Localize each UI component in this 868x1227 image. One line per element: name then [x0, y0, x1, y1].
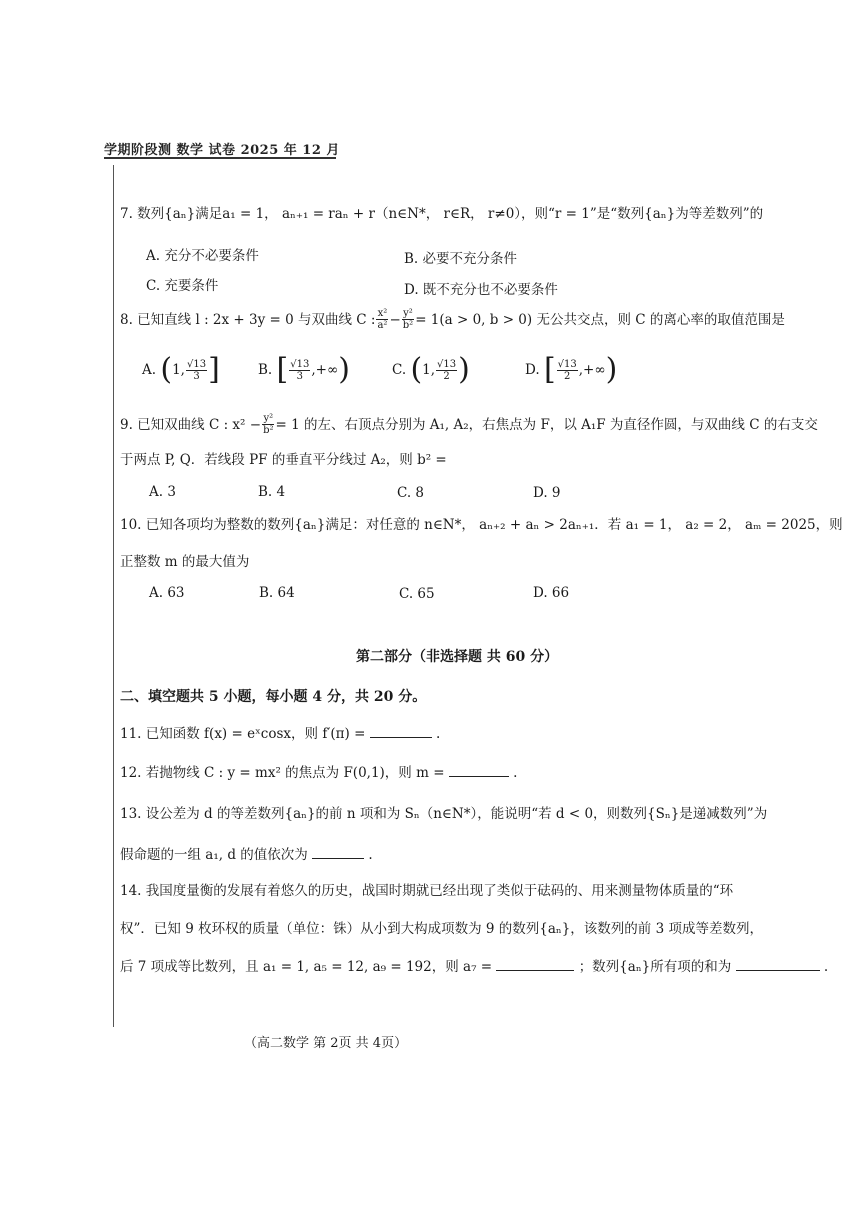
q14-line2: 权”．已知 9 枚环权的质量（单位：铢）从小到大构成项数为 9 的数列{aₙ}，该数列的前 3 项成等差数列，	[120, 921, 763, 937]
q11-suffix: .	[436, 726, 441, 742]
q8-minus: −	[389, 311, 401, 328]
q13-line2	[120, 846, 373, 864]
q12-prefix: 12. 若抛物线 C : y = mx² 的焦点为 F(0,1)，则 m =	[120, 765, 445, 781]
q8-d-close: )	[605, 352, 618, 387]
q8-b-open: [	[276, 352, 289, 387]
q10-stem-line1: 10. 已知各项均为整数的数列{aₙ}满足：对任意的 n∈N*， aₙ₊₂ + aₙ > 2aₙ₊₁．若 a₁ = 1， a₂ = 2， aₘ = 2025，则	[120, 517, 843, 533]
q14-line3	[120, 958, 828, 976]
q11-prefix: 11. 已知函数 f(x) = eˣcosx，则 f′(π) =	[120, 726, 366, 742]
q13-answer-blank[interactable]	[312, 846, 364, 859]
q8-a-close: ]	[208, 352, 220, 387]
q12	[120, 764, 517, 782]
q7-option-a: A. 充分不必要条件	[146, 248, 259, 264]
q10-option-c: C. 65	[399, 586, 435, 602]
q8-d-den: 2	[564, 370, 571, 382]
q8-c-close: )	[458, 352, 470, 387]
q8-stem-suffix: = 1(a > 0, b > 0) 无公共交点，则 C 的离心率的取值范围是	[415, 311, 785, 328]
q8-a-num: √13	[186, 358, 207, 370]
q14-line3-mid: ；数列{aₙ}所有项的和为	[578, 959, 732, 975]
q14-line3-prefix: 后 7 项成等比数列，且 a₁ = 1, a₅ = 12, a₉ = 192，则 a₇ =	[120, 959, 493, 975]
q8-a-open: (	[160, 352, 173, 387]
q8-option-d	[525, 352, 618, 387]
q9-line1-suffix: = 1 的左、右顶点分别为 A₁, A₂，右焦点为 F，以 A₁F 为直径作圆，与双曲线 C 的右支交	[275, 416, 818, 433]
q9-option-c: C. 8	[397, 485, 425, 501]
q11	[120, 725, 440, 743]
q8-b-num: √13	[290, 358, 310, 370]
q8-c-open: (	[410, 352, 423, 387]
q8-a-den: 3	[193, 370, 200, 382]
header-rule	[104, 157, 336, 159]
q10-option-b: B. 64	[259, 585, 295, 601]
q8-option-c	[392, 352, 470, 387]
page-footer: （高二数学 第 2页 共 4页）	[244, 1036, 408, 1051]
q8-b-den: 3	[296, 370, 303, 382]
q8-a-fraction	[186, 359, 207, 382]
q9-frac-den: b²	[263, 425, 274, 436]
q8-stem-prefix: 8. 已知直线 l : 2x + 3y = 0 与双曲线 C :	[120, 311, 376, 328]
q8-frac-y-num: y²	[403, 308, 413, 319]
q9-fraction	[262, 413, 274, 436]
q12-suffix: .	[513, 765, 518, 781]
q9-option-d: D. 9	[533, 485, 561, 501]
q7-option-d: D. 既不充分也不必要条件	[404, 282, 558, 298]
q8-b-close: )	[338, 352, 350, 387]
q8-fraction-x	[376, 308, 388, 331]
q8-b-label: B.	[258, 362, 273, 378]
q8-stem	[120, 308, 785, 331]
q8-d-label: D.	[525, 362, 540, 378]
q13-line2-suffix: .	[368, 847, 373, 863]
q10-stem-line2: 正整数 m 的最大值为	[120, 554, 250, 570]
q13-line2-prefix: 假命题的一组 a₁, d 的值依次为	[120, 847, 308, 863]
q8-c-label: C.	[392, 362, 407, 378]
q8-frac-x-num: x²	[377, 308, 388, 319]
q8-b-hi: ,+∞	[311, 362, 339, 378]
q8-d-fraction	[557, 359, 578, 382]
q8-a-label: A.	[142, 362, 157, 378]
q8-c-lo: 1,	[422, 362, 436, 378]
q8-d-hi: ,+∞	[578, 362, 606, 378]
section2-title: 二、填空题共 5 小题，每小题 4 分，共 20 分。	[120, 689, 427, 705]
q9-line1-prefix: 9. 已知双曲线 C : x² −	[120, 416, 262, 433]
q14-answer-blank-sum[interactable]	[736, 958, 820, 971]
q8-frac-x-den: a²	[377, 320, 388, 331]
q9-frac-num: y²	[263, 413, 274, 424]
q14-answer-blank-a7[interactable]	[496, 958, 574, 971]
page-header: 学期阶段测 数学 试卷 2025 年 12 月	[104, 143, 340, 158]
q7-stem: 7. 数列{aₙ}满足a₁ = 1， aₙ₊₁ = raₙ + r（n∈N*， r∈R， r≠0），则“r = 1”是“数列{aₙ}为等差数列”的	[120, 206, 764, 222]
q8-d-open: [	[543, 352, 556, 387]
q8-option-b	[258, 352, 350, 387]
q7-option-c: C. 充要条件	[146, 278, 219, 294]
q8-fraction-y	[402, 308, 414, 331]
part2-title: 第二部分（非选择题 共 60 分）	[356, 649, 559, 665]
q9-option-a: A. 3	[149, 484, 176, 500]
margin-line	[113, 165, 114, 1027]
q9-option-b: B. 4	[258, 484, 286, 500]
q13-line1: 13. 设公差为 d 的等差数列{aₙ}的前 n 项和为 Sₙ（n∈N*），能说明“若 d < 0，则数列{Sₙ}是递减数列”为	[120, 806, 768, 822]
q8-b-fraction	[289, 359, 310, 382]
q8-d-num: √13	[557, 358, 577, 370]
q8-option-a	[142, 352, 220, 387]
q8-frac-y-den: b²	[402, 320, 414, 331]
q12-answer-blank[interactable]	[449, 764, 509, 777]
q10-option-a: A. 63	[149, 585, 185, 601]
q7-option-b: B. 必要不充分条件	[404, 251, 518, 267]
q11-answer-blank[interactable]	[370, 725, 432, 738]
q9-stem-line1	[120, 413, 818, 436]
q14-line3-suffix: .	[823, 959, 829, 975]
q14-line1: 14. 我国度量衡的发展有着悠久的历史，战国时期就已经出现了类似于砝码的、用来测量物体质量的“环	[120, 883, 734, 899]
q9-stem-line2: 于两点 P, Q．若线段 PF 的垂直平分线过 A₂，则 b² =	[120, 452, 447, 468]
q10-option-d: D. 66	[533, 585, 570, 601]
q8-a-lo: 1,	[172, 362, 185, 378]
q8-c-fraction	[436, 359, 457, 382]
q8-c-num: √13	[437, 358, 457, 370]
q8-c-den: 2	[443, 370, 450, 382]
